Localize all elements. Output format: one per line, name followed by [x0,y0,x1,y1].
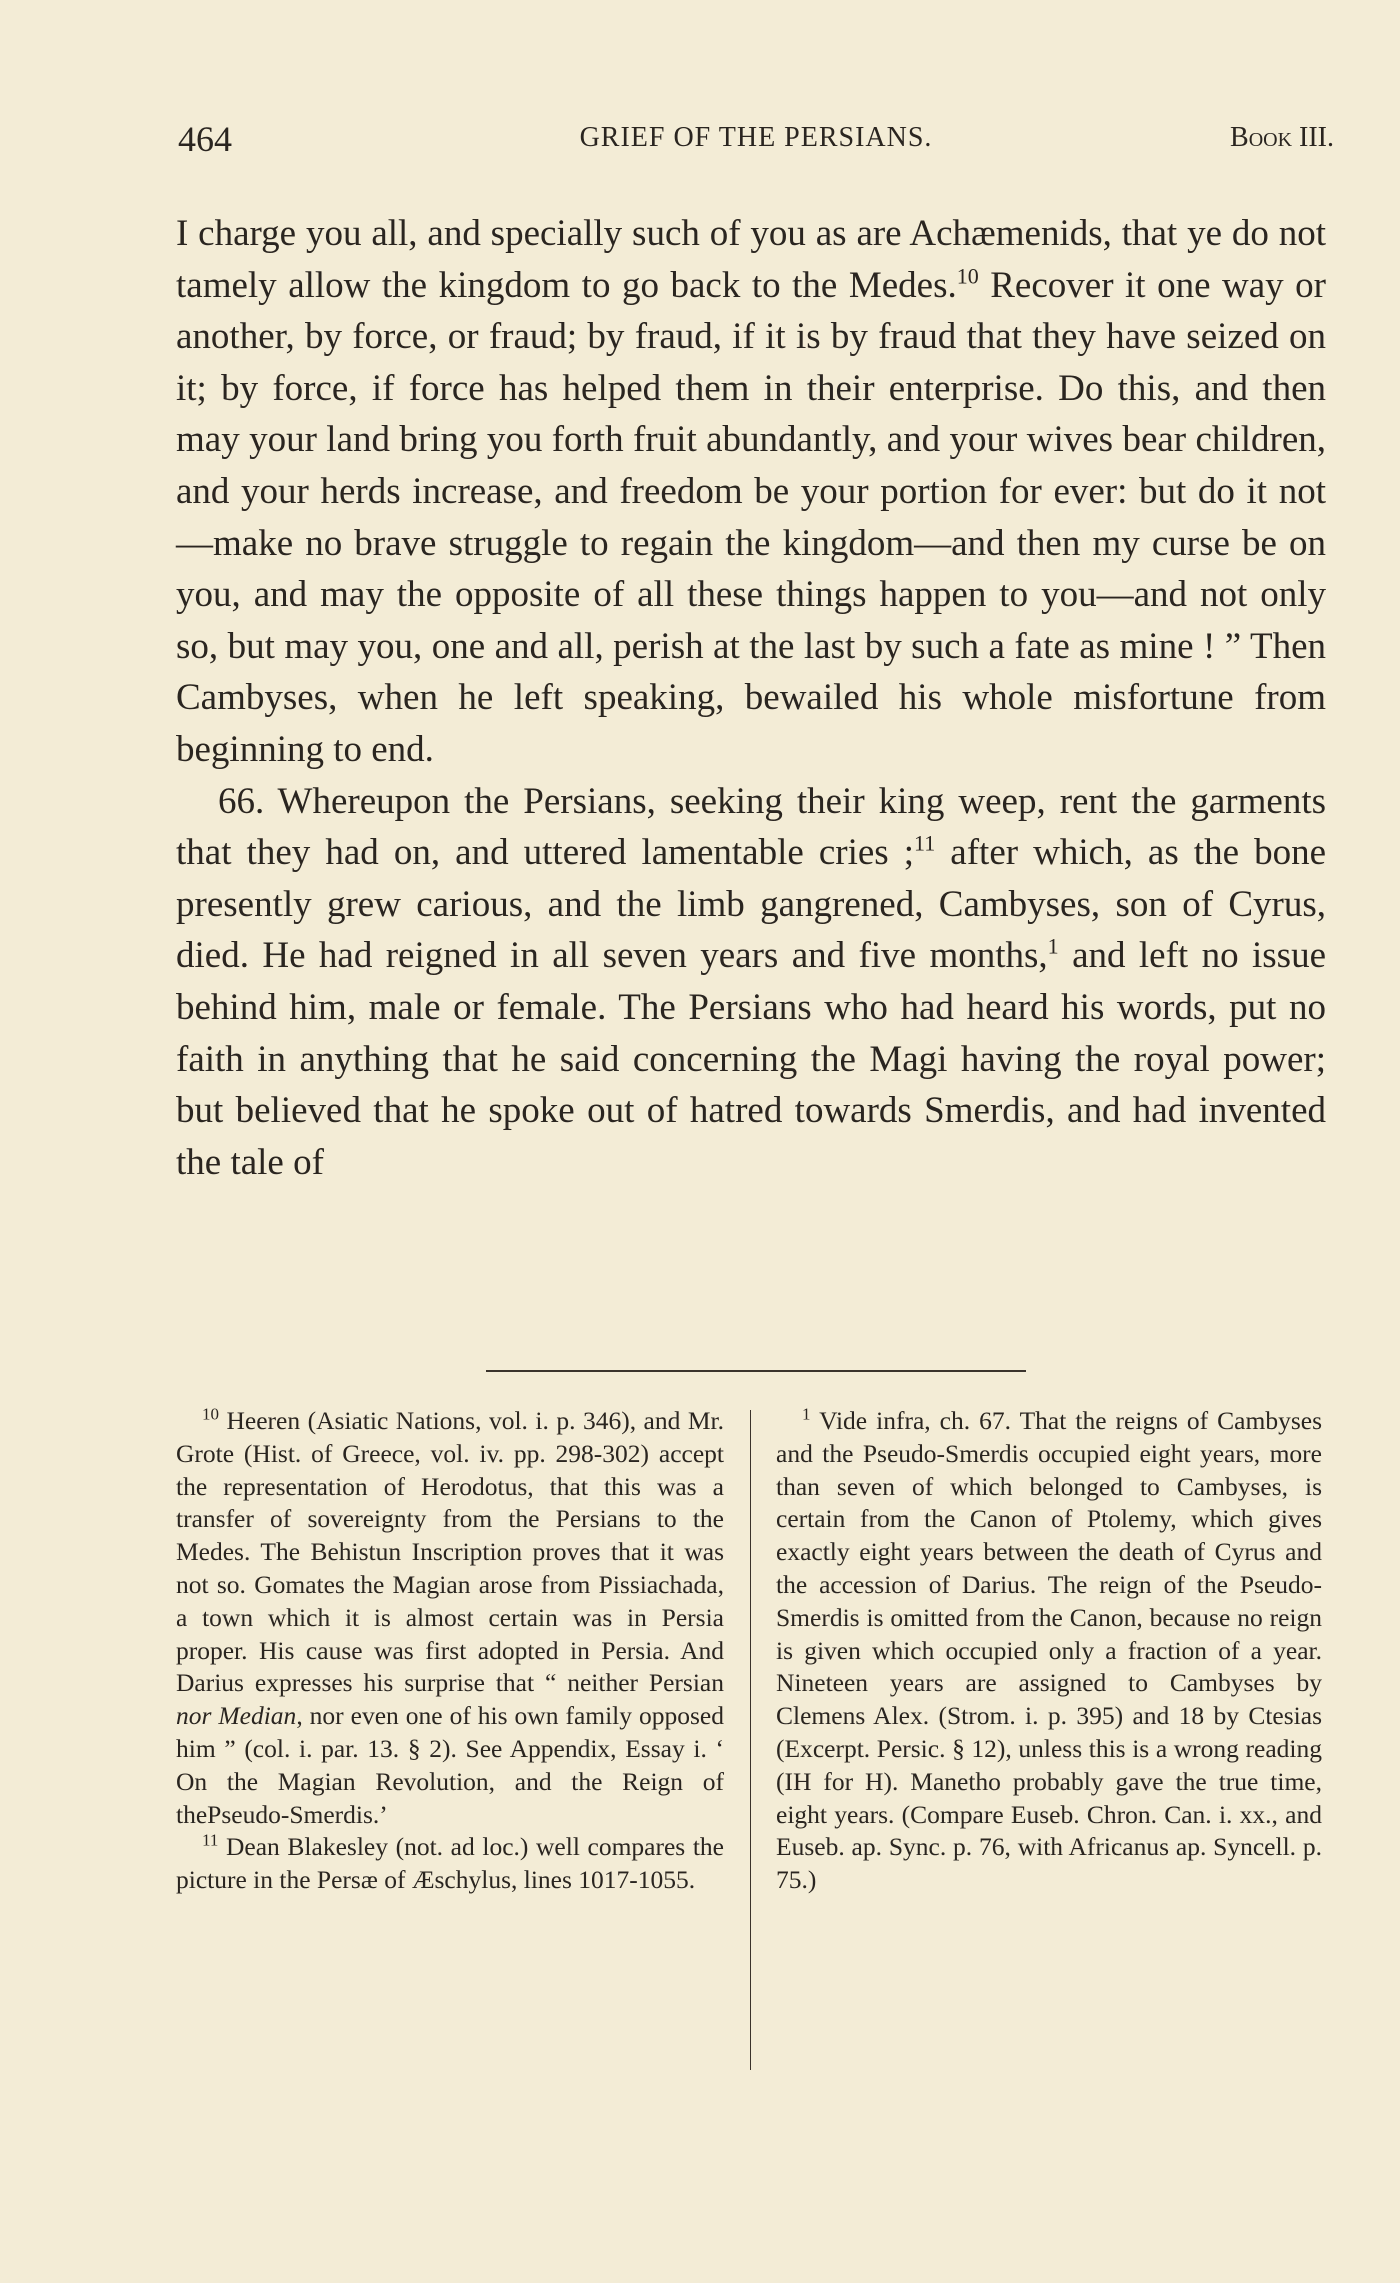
paragraph-1-part-a: I charge you all, and specially such of you as are Achæmenids, that ye do not tamely allow the kingdom to go back to the Medes. [176,213,1326,306]
paragraph-1-part-b: Recover it one way or another, by force, or fraud; by fraud, if it is by fraud that they have seized on it; by force, if force has helped them in their enterprise. Do this, and then may your land bring you forth fruit abundantly, and your wives bear children, and your herds increase, and freedom be your portion for ever: but do it not—make no brave struggle to regain the kingdom—and then my curse be on you, and may the opposite of all these things happen to you—and not only so, but may you, one and all, perish at the last by such a fate as mine ! ” Then Cambyses, when he left speaking, bewailed his whole misfortune from beginning to end. [176,264,1326,770]
footnote-ref-11: 11 [914,830,936,856]
footnote-1 [776,1405,1322,1897]
footnote-11-number: 11 [202,1830,219,1850]
footnote-10-text: Heeren (Asiatic Nations, vol. i. p. 346), and Mr. Grote (Hist. of Greece, vol. iv. pp. 298-302) accept the representation of Herodotus, that this was a transfer of sovereignty from the Persians to the Medes. The Behistun Inscription proves that it was not so. Gomates the Magian arose from Pissiachada, a town which it is almost certain was in Persia proper. His cause was first adopted in Persia. And Darius expresses his surprise that “ neither Persian [176,1406,724,1698]
main-text [176,208,1326,1188]
paragraph-66-part-c: and left no issue behind him, male or female. The Persians who had heard his words, put no faith in anything that he said concerning the Magi having the royal power; but believed that he spoke out of hatred towards Smerdis, and had invented the tale of [176,935,1326,1183]
page-number: 464 [178,119,232,159]
footnotes-right-column [776,1405,1322,1897]
footnote-10-text-2: , nor even one of his own family opposed him ” (col. i. par. 13. § 2). See Appendix, Essay i. ‘ On the Magian Revolution, and the Reign of thePseudo-Smerdis.’ [176,1701,724,1829]
book-label: Book III. [1230,122,1334,153]
footnote-1-text: Vide infra, ch. 67. That the reigns of Cambyses and the Pseudo-Smerdis occupied eight years, more than seven of which belonged to Cambyses, is certain from the Canon of Ptolemy, which gives exactly eight years between the death of Cyrus and the accession of Darius. The reign of the Pseudo-Smerdis is omitted from the Canon, because no reign is given which occupied only a fraction of a year. Nineteen years are assigned to Cambyses by Clemens Alex. (Strom. i. p. 395) and 18 by Ctesias (Excerpt. Persic. § 12), unless this is a wrong reading (IH for H). Manetho probably gave the true time, eight years. (Compare Euseb. Chron. Can. i. xx., and Euseb. ap. Sync. p. 76, with Africanus ap. Syncell. p. 75.) [776,1406,1322,1895]
footnote-column-divider [750,1410,751,2070]
paragraph-66-part-a: 66. Whereupon the Persians, seeking their king weep, rent the garments that they had on, and uttered lamentable cries ; [176,780,1326,874]
footnote-ref-10: 10 [956,263,979,289]
footnote-1-number: 1 [802,1404,811,1424]
footnote-10 [176,1405,724,1831]
paragraph-1 [176,208,1326,776]
footnote-10-italic: nor Median [176,1701,297,1731]
page-header [178,118,1334,166]
footnotes-left-column [176,1405,724,1897]
footnote-separator [486,1370,1026,1372]
footnote-10-number: 10 [202,1404,219,1424]
paragraph-66-part-b: after which, as the bone presently grew carious, and the limb gangrened, Cambyses, son of Cyrus, died. He had reigned in all seven years and five months, [176,832,1326,977]
footnote-11 [176,1831,724,1897]
paragraph-66 [176,776,1326,1189]
running-title: GRIEF OF THE PERSIANS. [579,122,933,153]
footnote-11-text: Dean Blakesley (not. ad loc.) well compares the picture in the Persæ of Æschylus, lines 1017-1055. [176,1832,724,1895]
footnote-ref-1: 1 [1047,933,1059,959]
